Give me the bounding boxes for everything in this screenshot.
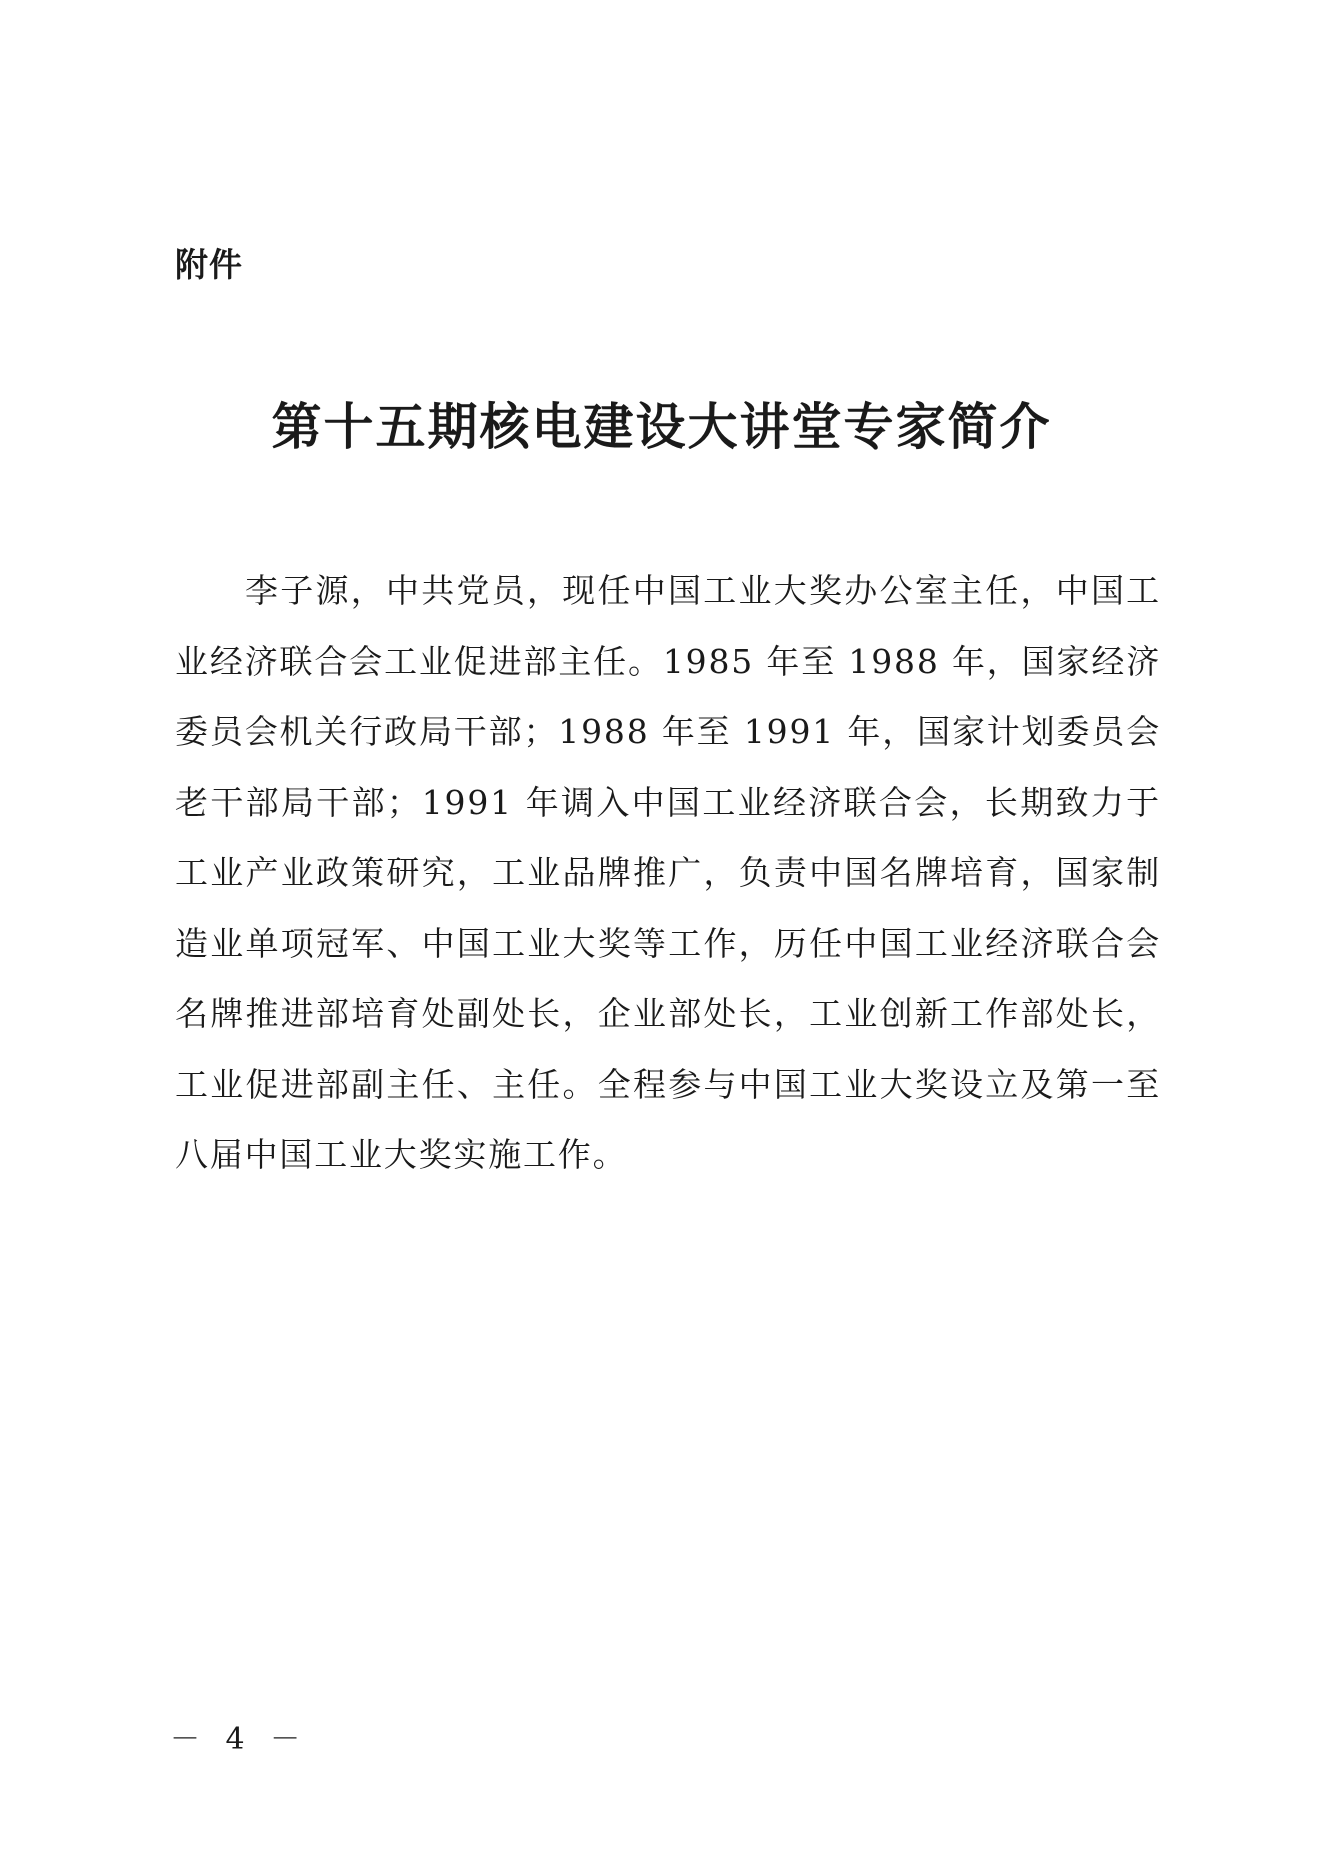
body-paragraph: 李子源，中共党员，现任中国工业大奖办公室主任，中国工业经济联合会工业促进部主任。1985 年至 1988 年，国家经济委员会机关行政局干部；1988 年至 1991 年，国家计划委员会老干部局干部；1991 年调入中国工业经济联合会，长期致力于工业产业政策研究，工业品牌推广，负责中国名牌培育，国家制造业单项冠军、中国工业大奖等工作，历任中国工业经济联合会名牌推进部培育处副处长，企业部处长，工业创新工作部处长，工业促进部副主任、主任。全程参与中国工业大奖设立及第一至八届中国工业大奖实施工作。 <box>175 571 1161 1174</box>
page-number: － 4 － <box>170 1722 309 1757</box>
attachment-label: 附件 <box>175 245 243 284</box>
page-title: 第十五期核电建设大讲堂专家简介 <box>271 397 1052 456</box>
